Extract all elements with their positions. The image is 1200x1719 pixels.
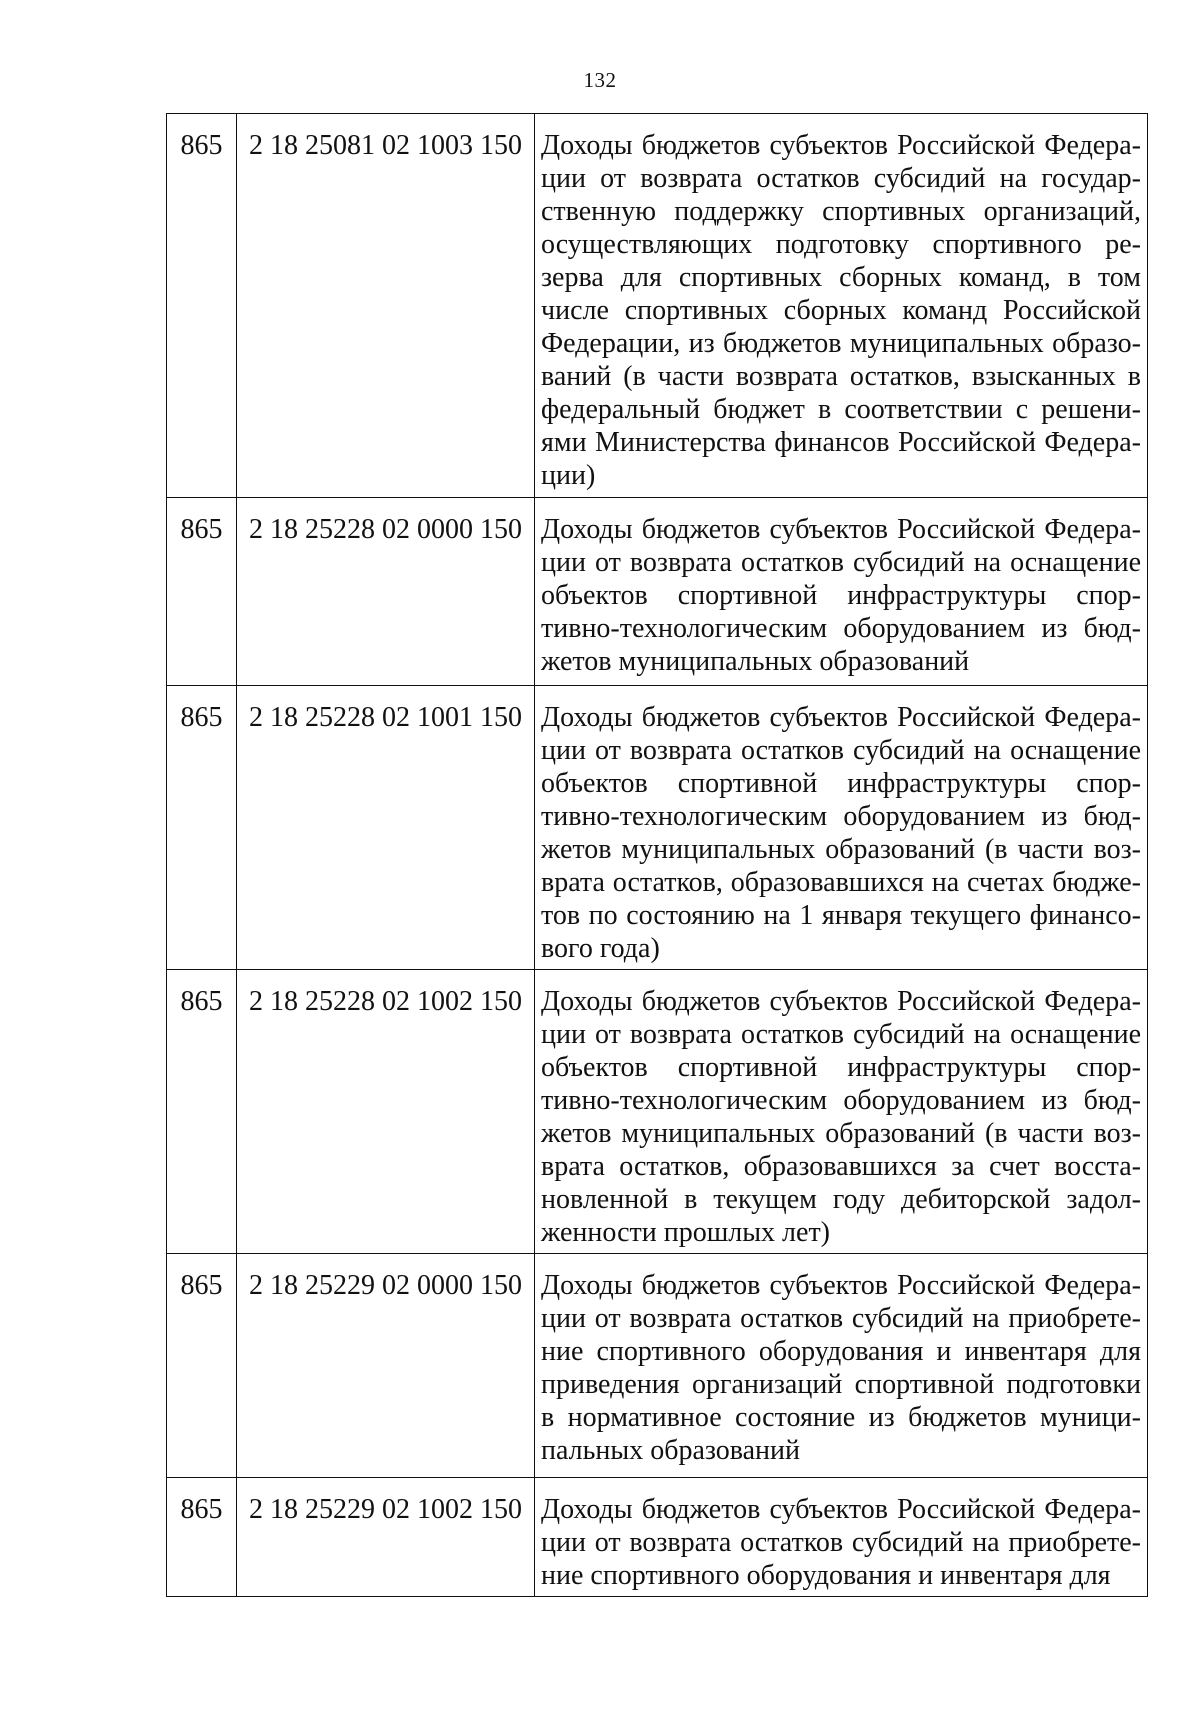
admin-code-cell: 865 (167, 114, 237, 498)
budget-code-cell: 2 18 25228 02 1002 150 (237, 970, 535, 1254)
table-row (167, 686, 1148, 970)
budget-code-cell: 2 18 25081 02 1003 150 (237, 114, 535, 498)
budget-code-cell: 2 18 25228 02 1001 150 (237, 686, 535, 970)
table-row (167, 970, 1148, 1254)
admin-code-cell: 865 (167, 686, 237, 970)
admin-code-cell: 865 (167, 1478, 237, 1597)
budget-codes-table (166, 113, 1148, 1597)
admin-code-cell: 865 (167, 498, 237, 686)
budget-code-cell: 2 18 25229 02 0000 150 (237, 1254, 535, 1478)
description-cell: Доходы бюджетов субъектов Российской Федерации от возврата остатков субсидий на оснащение объектов спортивной инфраструктуры спортивно-технологическим оборудованием из бюджетов муниципальных образований (в части возврата остатков, образовавшихся на счетах бюджетов по состоянию на 1 января текущего финансового года) (535, 686, 1148, 970)
description-cell: Доходы бюджетов субъектов Российской Федерации от возврата остатков субсидий на оснащение объектов спортивной инфраструктуры спортивно-технологическим оборудованием из бюджетов муниципальных образований (в части возврата остатков, образовавшихся за счет восстановленной в текущем году дебиторской задолженности прошлых лет) (535, 970, 1148, 1254)
description-cell: Доходы бюджетов субъектов Российской Федерации от возврата остатков субсидий на приобретение спортивного оборудования и инвентаря для приведения организаций спортивной подготовки в нормативное состояние из бюджетов муниципальных образований (535, 1254, 1148, 1478)
page-number: 132 (583, 68, 617, 92)
table-row (167, 498, 1148, 686)
budget-code-cell: 2 18 25228 02 0000 150 (237, 498, 535, 686)
admin-code-cell: 865 (167, 970, 237, 1254)
table-row (167, 1254, 1148, 1478)
admin-code-cell: 865 (167, 1254, 237, 1478)
table-row (167, 1478, 1148, 1597)
description-cell: Доходы бюджетов субъектов Российской Федерации от возврата остатков субсидий на государственную поддержку спортивных организаций, осуществляющих подготовку спортивного резерва для спортивных сборных команд, в том числе спортивных сборных команд Российской Федерации, из бюджетов муниципальных образований (в части возврата остатков, взысканных в федеральный бюджет в соответствии с решениями Министерства финансов Российской Федерации) (535, 114, 1148, 498)
budget-code-cell: 2 18 25229 02 1002 150 (237, 1478, 535, 1597)
description-cell: Доходы бюджетов субъектов Российской Федерации от возврата остатков субсидий на оснащение объектов спортивной инфраструктуры спортивно-технологическим оборудованием из бюджетов муниципальных образований (535, 498, 1148, 686)
description-cell: Доходы бюджетов субъектов Российской Федерации от возврата остатков субсидий на приобретение спортивного оборудования и инвентаря для (535, 1478, 1148, 1597)
table-row (167, 114, 1148, 498)
